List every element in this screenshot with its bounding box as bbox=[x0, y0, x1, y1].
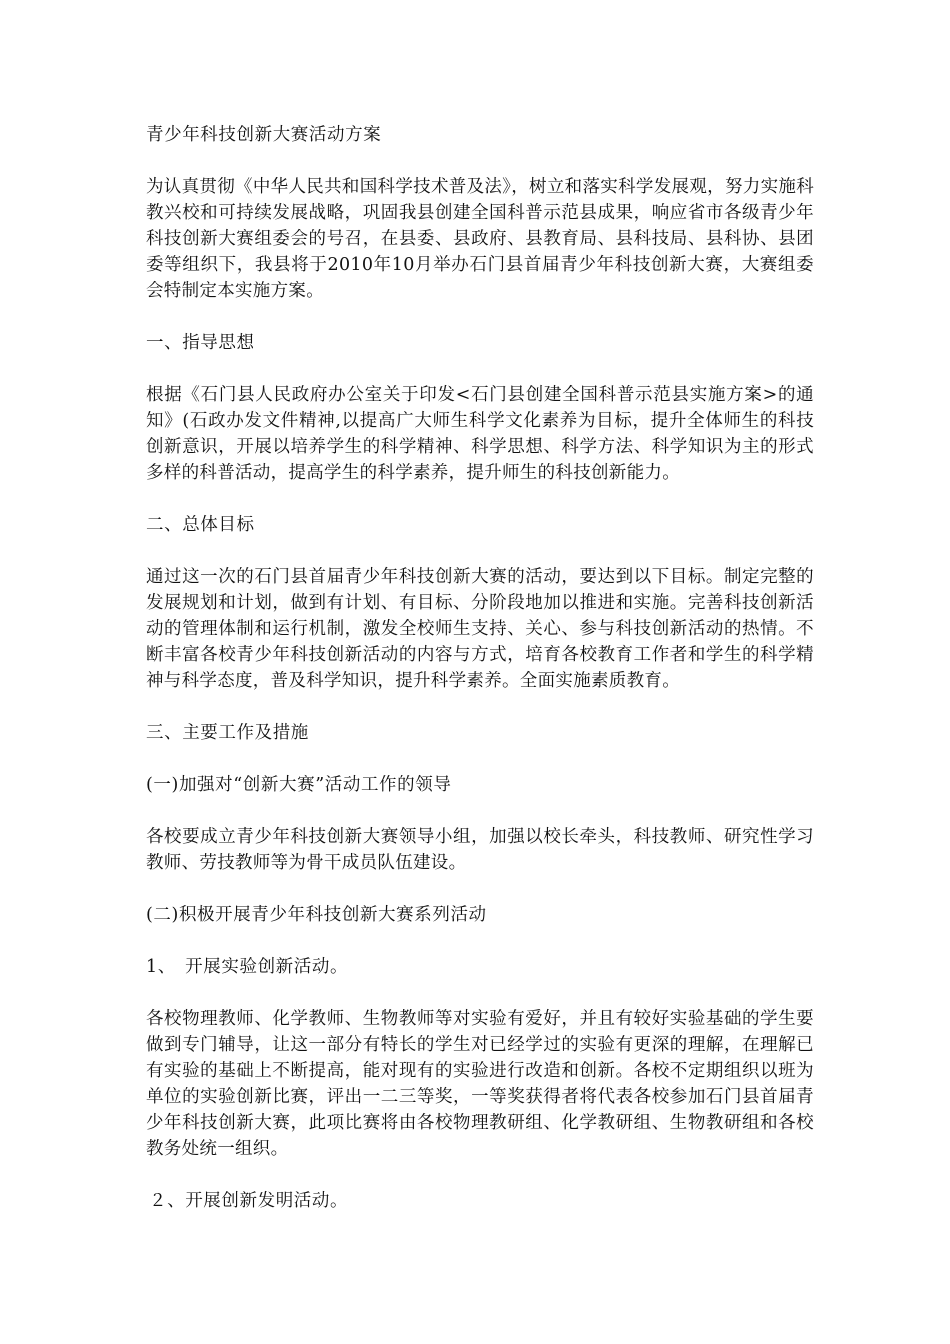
item-heading-experiment-innovation: 1、 开展实验创新活动。 bbox=[146, 957, 349, 977]
document-title: 青少年科技创新大赛活动方案 bbox=[146, 125, 382, 145]
section-heading-overall-goals: 二、总体目标 bbox=[146, 515, 255, 535]
section-body-guiding-ideology: 根据《石门县人民政府办公室关于印发<石门县创建全国科普示范县实施方案>的通知》(石政办发文件精神,以提高广大师生科学文化素养为目标，提升全体师生的科技创新意识，开展以培养学生的科学精神、科学思想、科学方法、科学知识为主的形式多样的科普活动，提高学生的科学素养，提升师生的科技创新能力。 bbox=[146, 385, 814, 483]
section-body-overall-goals: 通过这一次的石门县首届青少年科技创新大赛的活动，要达到以下目标。制定完整的发展规划和计划，做到有计划、有目标、分阶段地加以推进和实施。完善科技创新活动的管理体制和运行机制，激发全校师生支持、关心、参与科技创新活动的热情。不断丰富各校青少年科技创新活动的内容与方式，培育各校教育工作者和学生的科学精神与科学态度，普及科学知识，提升科学素养。全面实施素质教育。 bbox=[146, 567, 814, 691]
section-heading-main-measures: 三、主要工作及措施 bbox=[146, 723, 309, 743]
document-page bbox=[146, 122, 814, 1214]
subsection-heading-leadership: (一)加强对“创新大赛”活动工作的领导 bbox=[146, 775, 452, 795]
subsection-heading-series-activities: (二)积极开展青少年科技创新大赛系列活动 bbox=[146, 905, 487, 925]
subsection-body-leadership: 各校要成立青少年科技创新大赛领导小组，加强以校长牵头，科技教师、研究性学习教师、劳技教师等为骨干成员队伍建设。 bbox=[146, 827, 814, 873]
item-heading-invention-activity: ２、开展创新发明活动。 bbox=[149, 1191, 349, 1211]
section-heading-guiding-ideology: 一、指导思想 bbox=[146, 333, 255, 353]
item-body-experiment-innovation: 各校物理教师、化学教师、生物教师等对实验有爱好，并且有较好实验基础的学生要做到专门辅导，让这一部分有特长的学生对已经学过的实验有更深的理解，在理解已有实验的基础上不断提高，能对现有的实验进行改造和创新。各校不定期组织以班为单位的实验创新比赛，评出一二三等奖，一等奖获得者将代表各校参加石门县首届青少年科技创新大赛，此项比赛将由各校物理教研组、化学教研组、生物教研组和各校教务处统一组织。 bbox=[146, 1009, 814, 1159]
intro-paragraph: 为认真贯彻《中华人民共和国科学技术普及法》，树立和落实科学发展观，努力实施科教兴校和可持续发展战略，巩固我县创建全国科普示范县成果，响应省市各级青少年科技创新大赛组委会的号召，在县委、县政府、县教育局、县科技局、县科协、县团委等组织下，我县将于2010年10月举办石门县首届青少年科技创新大赛，大赛组委会特制定本实施方案。 bbox=[146, 177, 814, 301]
